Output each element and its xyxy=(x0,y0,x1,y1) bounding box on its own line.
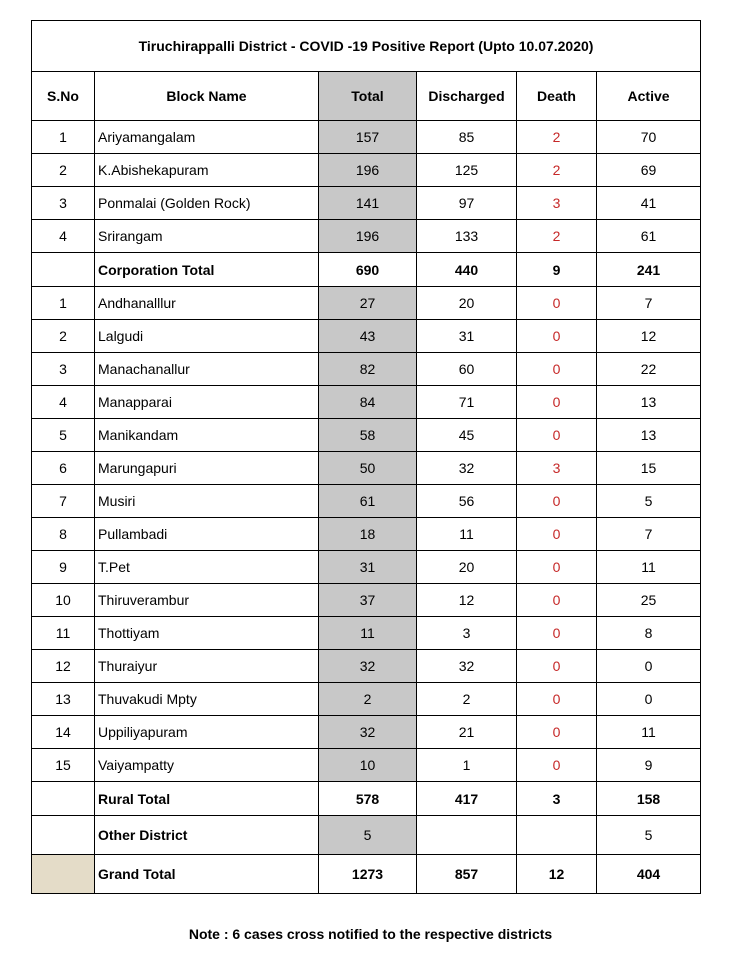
row-death: 0 xyxy=(517,617,597,650)
table-row xyxy=(32,617,701,650)
row-death: 0 xyxy=(517,716,597,749)
row-death: 2 xyxy=(517,121,597,154)
row-active: 7 xyxy=(597,518,701,551)
row-total: 61 xyxy=(319,485,417,518)
header-death: Death xyxy=(517,72,597,121)
row-discharged: 12 xyxy=(417,584,517,617)
row-block-name: Ariyamangalam xyxy=(95,121,319,154)
row-total: 141 xyxy=(319,187,417,220)
row-total: 32 xyxy=(319,650,417,683)
row-discharged: 32 xyxy=(417,452,517,485)
row-block-name: Vaiyampatty xyxy=(95,749,319,782)
row-total: 58 xyxy=(319,419,417,452)
row-total: 5 xyxy=(319,816,417,855)
table-row xyxy=(32,419,701,452)
row-block-name: Thuraiyur xyxy=(95,650,319,683)
row-discharged: 2 xyxy=(417,683,517,716)
table-row xyxy=(32,320,701,353)
row-death: 3 xyxy=(517,187,597,220)
table-row xyxy=(32,584,701,617)
table-row xyxy=(32,650,701,683)
row-block-name: Thottiyam xyxy=(95,617,319,650)
row-active: 61 xyxy=(597,220,701,253)
row-active: 13 xyxy=(597,419,701,452)
row-label: Corporation Total xyxy=(95,253,319,287)
row-discharged: 3 xyxy=(417,617,517,650)
row-total: 18 xyxy=(319,518,417,551)
row-death: 2 xyxy=(517,220,597,253)
row-discharged: 857 xyxy=(417,855,517,894)
row-death: 0 xyxy=(517,749,597,782)
other-district-row xyxy=(32,816,701,855)
row-sno xyxy=(32,855,95,894)
table-row xyxy=(32,154,701,187)
row-active: 5 xyxy=(597,816,701,855)
header-discharged: Discharged xyxy=(417,72,517,121)
row-active: 15 xyxy=(597,452,701,485)
row-block-name: Lalgudi xyxy=(95,320,319,353)
row-active: 41 xyxy=(597,187,701,220)
row-sno: 15 xyxy=(32,749,95,782)
row-discharged: 1 xyxy=(417,749,517,782)
row-discharged: 11 xyxy=(417,518,517,551)
row-discharged xyxy=(417,816,517,855)
row-sno: 1 xyxy=(32,287,95,320)
table-row xyxy=(32,287,701,320)
row-total: 690 xyxy=(319,253,417,287)
table-row xyxy=(32,716,701,749)
row-sno: 9 xyxy=(32,551,95,584)
row-total: 2 xyxy=(319,683,417,716)
row-total: 32 xyxy=(319,716,417,749)
row-sno: 2 xyxy=(32,154,95,187)
row-death: 0 xyxy=(517,683,597,716)
row-total: 37 xyxy=(319,584,417,617)
grand-total-row xyxy=(32,855,701,894)
row-total: 31 xyxy=(319,551,417,584)
row-active: 241 xyxy=(597,253,701,287)
row-active: 9 xyxy=(597,749,701,782)
row-total: 157 xyxy=(319,121,417,154)
row-discharged: 20 xyxy=(417,287,517,320)
row-block-name: Ponmalai (Golden Rock) xyxy=(95,187,319,220)
row-active: 158 xyxy=(597,782,701,816)
row-death xyxy=(517,816,597,855)
row-death: 0 xyxy=(517,419,597,452)
header-sno: S.No xyxy=(32,72,95,121)
row-label: Rural Total xyxy=(95,782,319,816)
row-discharged: 45 xyxy=(417,419,517,452)
row-death: 0 xyxy=(517,518,597,551)
table-row xyxy=(32,386,701,419)
row-total: 27 xyxy=(319,287,417,320)
table-row xyxy=(32,187,701,220)
row-discharged: 20 xyxy=(417,551,517,584)
row-sno: 1 xyxy=(32,121,95,154)
row-discharged: 31 xyxy=(417,320,517,353)
row-label: Other District xyxy=(95,816,319,855)
row-death: 0 xyxy=(517,320,597,353)
row-sno: 6 xyxy=(32,452,95,485)
row-active: 7 xyxy=(597,287,701,320)
row-total: 10 xyxy=(319,749,417,782)
row-death: 0 xyxy=(517,650,597,683)
row-discharged: 56 xyxy=(417,485,517,518)
row-sno xyxy=(32,782,95,816)
row-death: 0 xyxy=(517,386,597,419)
corporation-total-row xyxy=(32,253,701,287)
table-row xyxy=(32,551,701,584)
row-block-name: K.Abishekapuram xyxy=(95,154,319,187)
row-sno: 4 xyxy=(32,220,95,253)
row-active: 0 xyxy=(597,683,701,716)
row-death: 0 xyxy=(517,551,597,584)
row-active: 22 xyxy=(597,353,701,386)
row-active: 12 xyxy=(597,320,701,353)
row-death: 3 xyxy=(517,782,597,816)
row-block-name: Manachanallur xyxy=(95,353,319,386)
row-discharged: 71 xyxy=(417,386,517,419)
row-discharged: 85 xyxy=(417,121,517,154)
row-active: 404 xyxy=(597,855,701,894)
row-sno: 3 xyxy=(32,353,95,386)
row-block-name: Musiri xyxy=(95,485,319,518)
header-block-name: Block Name xyxy=(95,72,319,121)
row-sno: 7 xyxy=(32,485,95,518)
table-row xyxy=(32,121,701,154)
table-row xyxy=(32,749,701,782)
covid-report-table xyxy=(31,20,701,894)
row-total: 11 xyxy=(319,617,417,650)
row-sno: 3 xyxy=(32,187,95,220)
table-row xyxy=(32,353,701,386)
row-sno: 14 xyxy=(32,716,95,749)
row-active: 5 xyxy=(597,485,701,518)
row-active: 11 xyxy=(597,551,701,584)
row-sno: 2 xyxy=(32,320,95,353)
row-death: 3 xyxy=(517,452,597,485)
row-sno xyxy=(32,253,95,287)
report-title: Tiruchirappalli District - COVID -19 Positive Report (Upto 10.07.2020) xyxy=(32,21,701,72)
row-total: 84 xyxy=(319,386,417,419)
row-sno: 12 xyxy=(32,650,95,683)
row-death: 2 xyxy=(517,154,597,187)
row-block-name: Andhanalllur xyxy=(95,287,319,320)
row-total: 578 xyxy=(319,782,417,816)
row-block-name: Manapparai xyxy=(95,386,319,419)
row-block-name: Pullambadi xyxy=(95,518,319,551)
row-block-name: Uppiliyapuram xyxy=(95,716,319,749)
header-total: Total xyxy=(319,72,417,121)
row-discharged: 440 xyxy=(417,253,517,287)
row-death: 0 xyxy=(517,584,597,617)
row-total: 50 xyxy=(319,452,417,485)
row-death: 0 xyxy=(517,353,597,386)
row-active: 8 xyxy=(597,617,701,650)
row-active: 13 xyxy=(597,386,701,419)
row-discharged: 125 xyxy=(417,154,517,187)
row-block-name: Srirangam xyxy=(95,220,319,253)
row-discharged: 133 xyxy=(417,220,517,253)
row-total: 43 xyxy=(319,320,417,353)
row-sno: 11 xyxy=(32,617,95,650)
row-sno: 10 xyxy=(32,584,95,617)
rural-total-row xyxy=(32,782,701,816)
row-active: 0 xyxy=(597,650,701,683)
row-discharged: 60 xyxy=(417,353,517,386)
row-death: 9 xyxy=(517,253,597,287)
row-total: 82 xyxy=(319,353,417,386)
row-sno: 5 xyxy=(32,419,95,452)
row-active: 25 xyxy=(597,584,701,617)
row-sno: 4 xyxy=(32,386,95,419)
row-total: 196 xyxy=(319,220,417,253)
row-block-name: Marungapuri xyxy=(95,452,319,485)
table-row xyxy=(32,485,701,518)
table-row xyxy=(32,220,701,253)
row-block-name: T.Pet xyxy=(95,551,319,584)
row-total: 196 xyxy=(319,154,417,187)
table-row xyxy=(32,518,701,551)
row-sno: 13 xyxy=(32,683,95,716)
row-label: Grand Total xyxy=(95,855,319,894)
report-sheet xyxy=(31,20,700,894)
table-row xyxy=(32,452,701,485)
row-death: 0 xyxy=(517,287,597,320)
row-sno: 8 xyxy=(32,518,95,551)
row-active: 69 xyxy=(597,154,701,187)
header-active: Active xyxy=(597,72,701,121)
row-total: 1273 xyxy=(319,855,417,894)
row-death: 12 xyxy=(517,855,597,894)
row-discharged: 417 xyxy=(417,782,517,816)
row-block-name: Manikandam xyxy=(95,419,319,452)
row-sno xyxy=(32,816,95,855)
row-block-name: Thuvakudi Mpty xyxy=(95,683,319,716)
row-discharged: 97 xyxy=(417,187,517,220)
row-discharged: 21 xyxy=(417,716,517,749)
table-row xyxy=(32,683,701,716)
footnote: Note : 6 cases cross notified to the respective districts xyxy=(188,926,553,942)
row-death: 0 xyxy=(517,485,597,518)
row-active: 70 xyxy=(597,121,701,154)
row-discharged: 32 xyxy=(417,650,517,683)
row-block-name: Thiruverambur xyxy=(95,584,319,617)
row-active: 11 xyxy=(597,716,701,749)
